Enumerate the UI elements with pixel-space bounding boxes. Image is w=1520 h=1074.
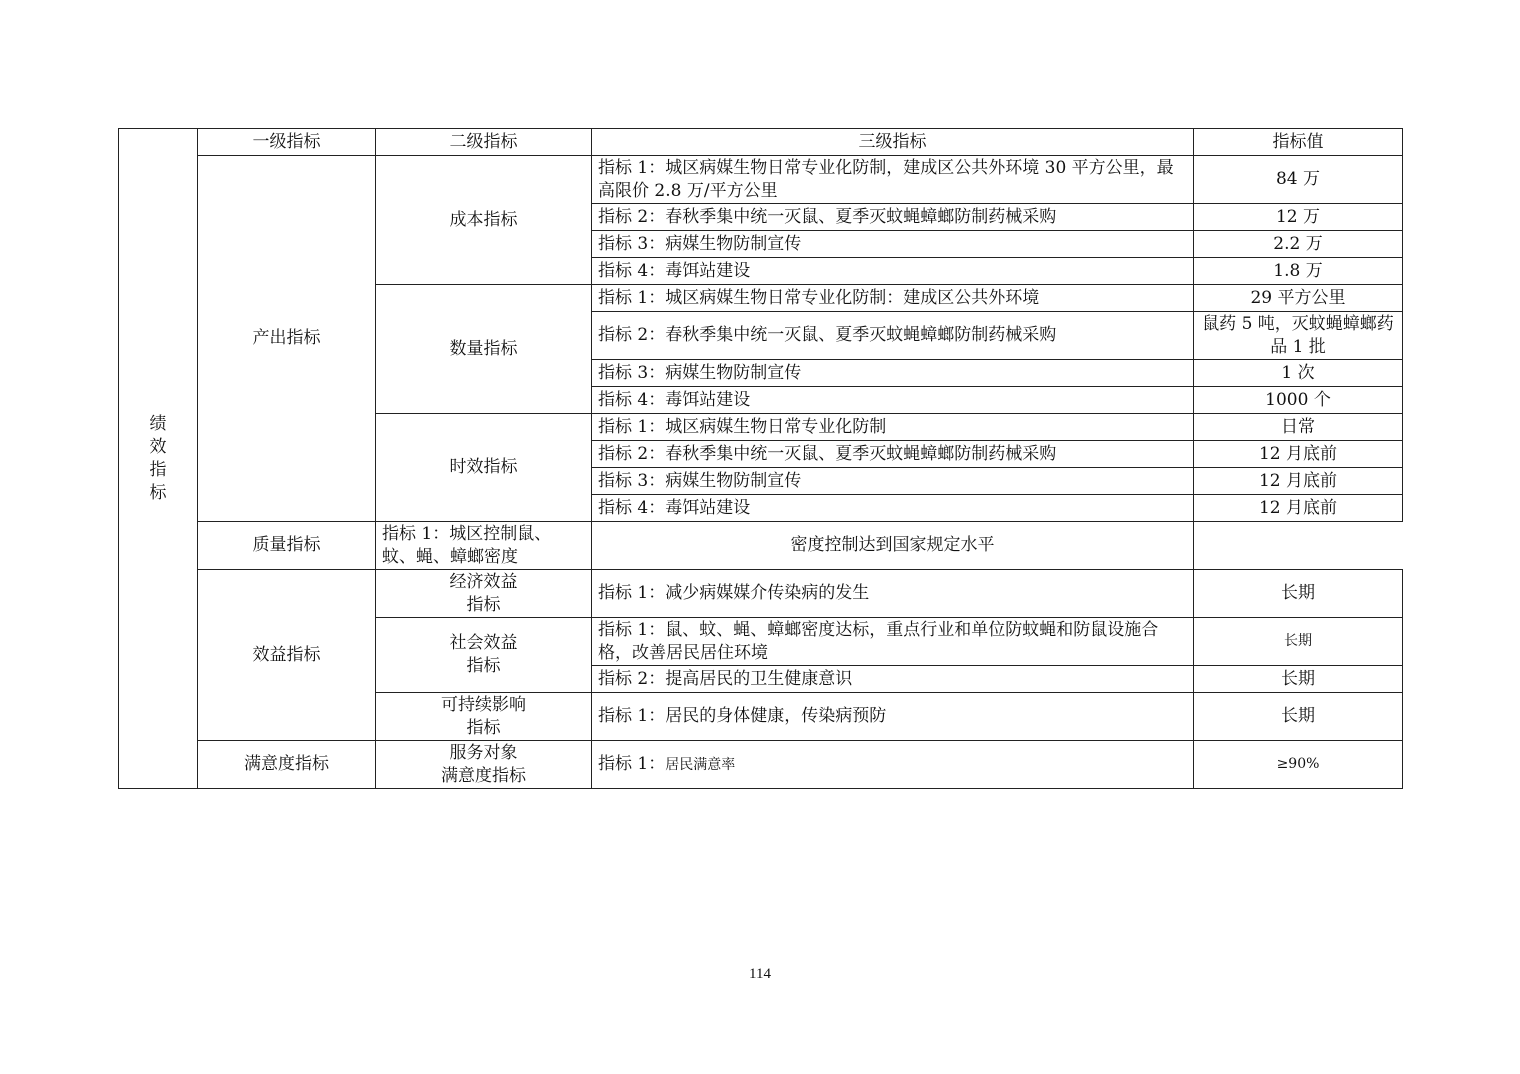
indicator-desc: 指标 1：城区病媒生物日常专业化防制：建成区公共外环境 [592, 285, 1194, 312]
indicator-value: ≥90% [1194, 741, 1403, 789]
indicator-value: 29 平方公里 [1194, 285, 1403, 312]
indicator-value: 1000 个 [1194, 387, 1403, 414]
side-label: 绩 效 指 标 [119, 129, 198, 789]
header-level2: 二级指标 [376, 129, 592, 156]
level2-economic: 经济效益 指标 [376, 570, 592, 618]
level2-sustainable: 可持续影响 指标 [376, 693, 592, 741]
indicator-desc: 指标 1：鼠、蚊、蝇、蟑螂密度达标，重点行业和单位防蚊蝇和防鼠设施合格，改善居民居住环境 [592, 618, 1194, 666]
indicator-value: 长期 [1194, 618, 1403, 666]
indicator-value: 日常 [1194, 414, 1403, 441]
indicator-desc: 指标 1：城区病媒生物日常专业化防制，建成区公共外环境 30 平方公里，最高限价 2.8 万/平方公里 [592, 156, 1194, 204]
indicator-value: 12 月底前 [1194, 468, 1403, 495]
indicator-value: 84 万 [1194, 156, 1403, 204]
level2-cost: 成本指标 [376, 156, 592, 285]
indicator-desc: 指标 1：减少病媒媒介传染病的发生 [592, 570, 1194, 618]
header-level3: 三级指标 [592, 129, 1194, 156]
level2-quantity: 数量指标 [376, 285, 592, 414]
indicator-desc: 指标 2：提高居民的卫生健康意识 [592, 666, 1194, 693]
indicator-value: 12 月底前 [1194, 441, 1403, 468]
indicator-desc: 指标 2：春秋季集中统一灭鼠、夏季灭蚊蝇蟑螂防制药械采购 [592, 204, 1194, 231]
header-level1: 一级指标 [198, 129, 376, 156]
indicator-desc: 指标 3：病媒生物防制宣传 [592, 231, 1194, 258]
level1-output: 产出指标 [198, 156, 376, 522]
level2-social: 社会效益 指标 [376, 618, 592, 693]
level1-benefit: 效益指标 [198, 570, 376, 741]
indicator-value: 2.2 万 [1194, 231, 1403, 258]
indicator-value: 长期 [1194, 666, 1403, 693]
indicator-value: 12 万 [1194, 204, 1403, 231]
indicator-value: 1 次 [1194, 360, 1403, 387]
indicator-desc: 指标 3：病媒生物防制宣传 [592, 360, 1194, 387]
indicator-desc: 指标 2：春秋季集中统一灭鼠、夏季灭蚊蝇蟑螂防制药械采购 [592, 441, 1194, 468]
level2-timeliness: 时效指标 [376, 414, 592, 522]
indicator-desc: 指标 1：城区病媒生物日常专业化防制 [592, 414, 1194, 441]
level1-satisfaction: 满意度指标 [198, 741, 376, 789]
indicator-value: 长期 [1194, 570, 1403, 618]
level2-service-satisfaction: 服务对象 满意度指标 [376, 741, 592, 789]
indicator-value: 1.8 万 [1194, 258, 1403, 285]
indicator-desc: 指标 4：毒饵站建设 [592, 258, 1194, 285]
indicator-value: 鼠药 5 吨，灭蚊蝇蟑螂药品 1 批 [1194, 312, 1403, 360]
header-value: 指标值 [1194, 129, 1403, 156]
indicator-desc: 指标 1：居民的身体健康，传染病预防 [592, 693, 1194, 741]
indicator-desc: 指标 4：毒饵站建设 [592, 495, 1194, 522]
level2-quality: 质量指标 [198, 522, 376, 570]
indicator-desc: 指标 2：春秋季集中统一灭鼠、夏季灭蚊蝇蟑螂防制药械采购 [592, 312, 1194, 360]
indicator-desc: 指标 4：毒饵站建设 [592, 387, 1194, 414]
page-number: 114 [749, 966, 771, 982]
indicator-desc: 指标 1：居民满意率 [592, 741, 1194, 789]
indicator-desc: 指标 1：城区控制鼠、蚊、蝇、蟑螂密度 [376, 522, 592, 570]
indicator-value: 12 月底前 [1194, 495, 1403, 522]
indicator-value: 长期 [1194, 693, 1403, 741]
performance-indicator-table [118, 128, 1403, 789]
indicator-value: 密度控制达到国家规定水平 [592, 522, 1194, 570]
indicator-desc: 指标 3：病媒生物防制宣传 [592, 468, 1194, 495]
